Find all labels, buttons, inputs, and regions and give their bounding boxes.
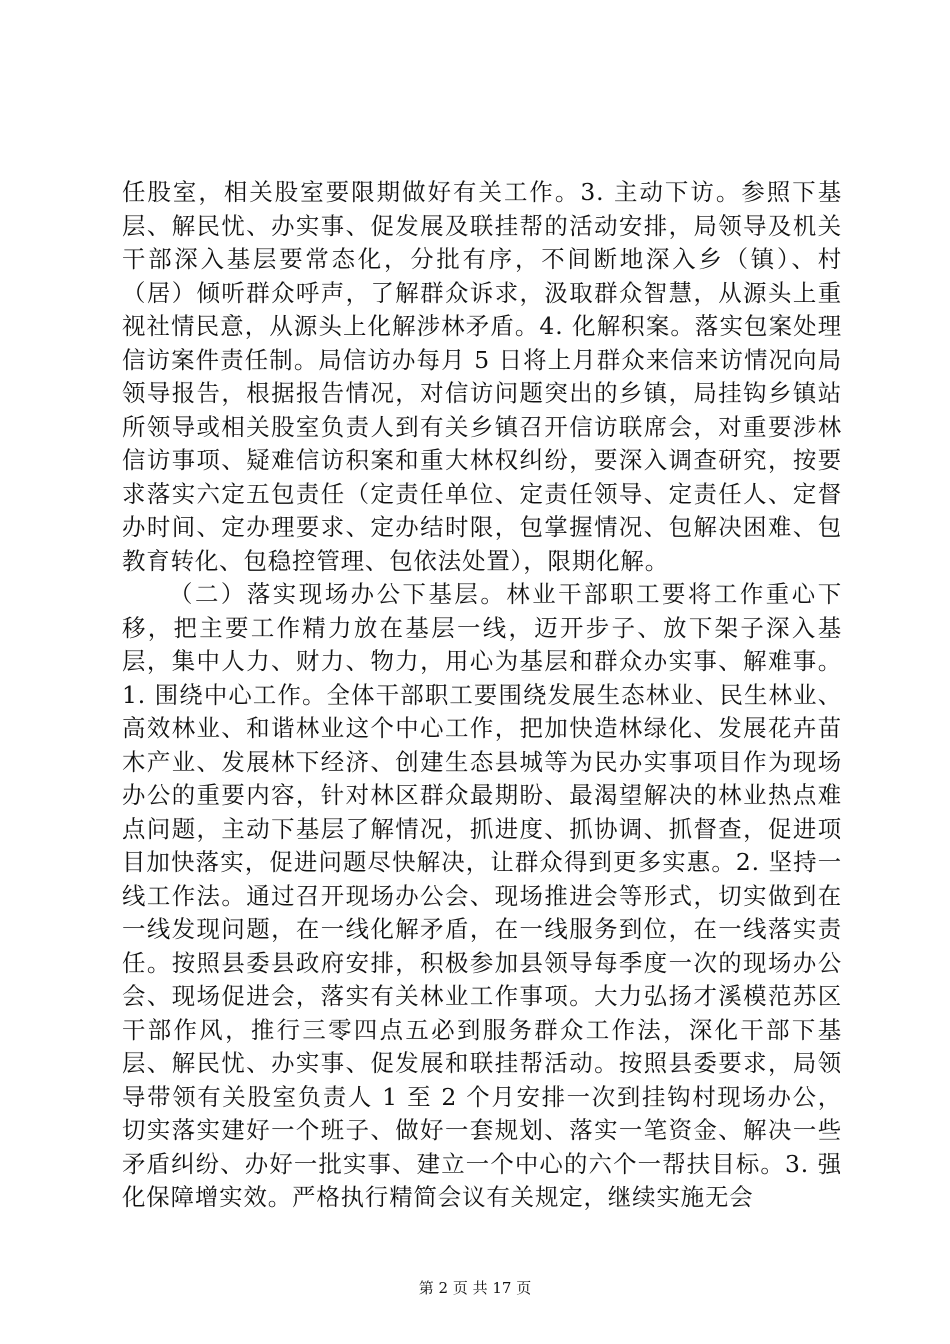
body-paragraph-continued: 任股室，相关股室要限期做好有关工作。3. 主动下访。参照下基层、解民忧、办实事、促发展及联挂帮的活动安排，局领导及机关干部深入基层要常态化，分批有序，不间断地深入乡（镇）、村（居）倾听群众呼声，了解群众诉求，汲取群众智慧，从源头上重视社情民意，从源头上化解涉林矛盾。4. 化解积案。落实包案处理信访案件责任制。局信访办每月 5 日将上月群众来信来访情况向局领导报告，根据报告情况，对信访问题突出的乡镇，局挂钩乡镇站所领导或相关股室负责人到有关乡镇召开信访联席会，对重要涉林信访事项、疑难信访积案和重大林权纠纷，要深入调查研究，按要求落实六定五包责任（定责任单位、定责任领导、定责任人、定督办时间、定办理要求、定办结时限，包掌握情况、包解决困难、包教育转化、包稳控管理、包依法处置），限期化解。 [122,178,842,575]
page-footer: 第 2 页 共 17 页 [418,1279,532,1297]
body-paragraph-section-2: （二）落实现场办公下基层。林业干部职工要将工作重心下移，把主要工作精力放在基层一线，迈开步子、放下架子深入基层，集中人力、财力、物力，用心为基层和群众办实事、解难事。1. 围绕中心工作。全体干部职工要围绕发展生态林业、民生林业、高效林业、和谐林业这个中心工作，把加快造林绿化、发展花卉苗木产业、发展林下经济、创建生态县城等为民办实事项目作为现场办公的重要内容，针对林区群众最期盼、最渴望解决的林业热点难点问题，主动下基层了解情况，抓进度、抓协调、抓督查，促进项目加快落实，促进问题尽快解决，让群众得到更多实惠。2. 坚持一线工作法。通过召开现场办公会、现场推进会等形式，切实做到在一线发现问题，在一线化解矛盾，在一线服务到位，在一线落实责任。按照县委县政府安排，积极参加县领导每季度一次的现场办公会、现场促进会，落实有关林业工作事项。大力弘扬才溪模范苏区干部作风，推行三零四点五必到服务群众工作法，深化干部下基层、解民忧、办实事、促发展和联挂帮活动。按照县委要求，局领导带领有关股室负责人 1 至 2 个月安排一次到挂钩村现场办公，切实落实建好一个班子、做好一套规划、落实一笔资金、解决一些矛盾纠纷、办好一批实事、建立一个中心的六个一帮扶目标。3. 强化保障增实效。严格执行精简会议有关规定，继续实施无会 [122,580,842,1211]
document-body [122,176,842,1215]
